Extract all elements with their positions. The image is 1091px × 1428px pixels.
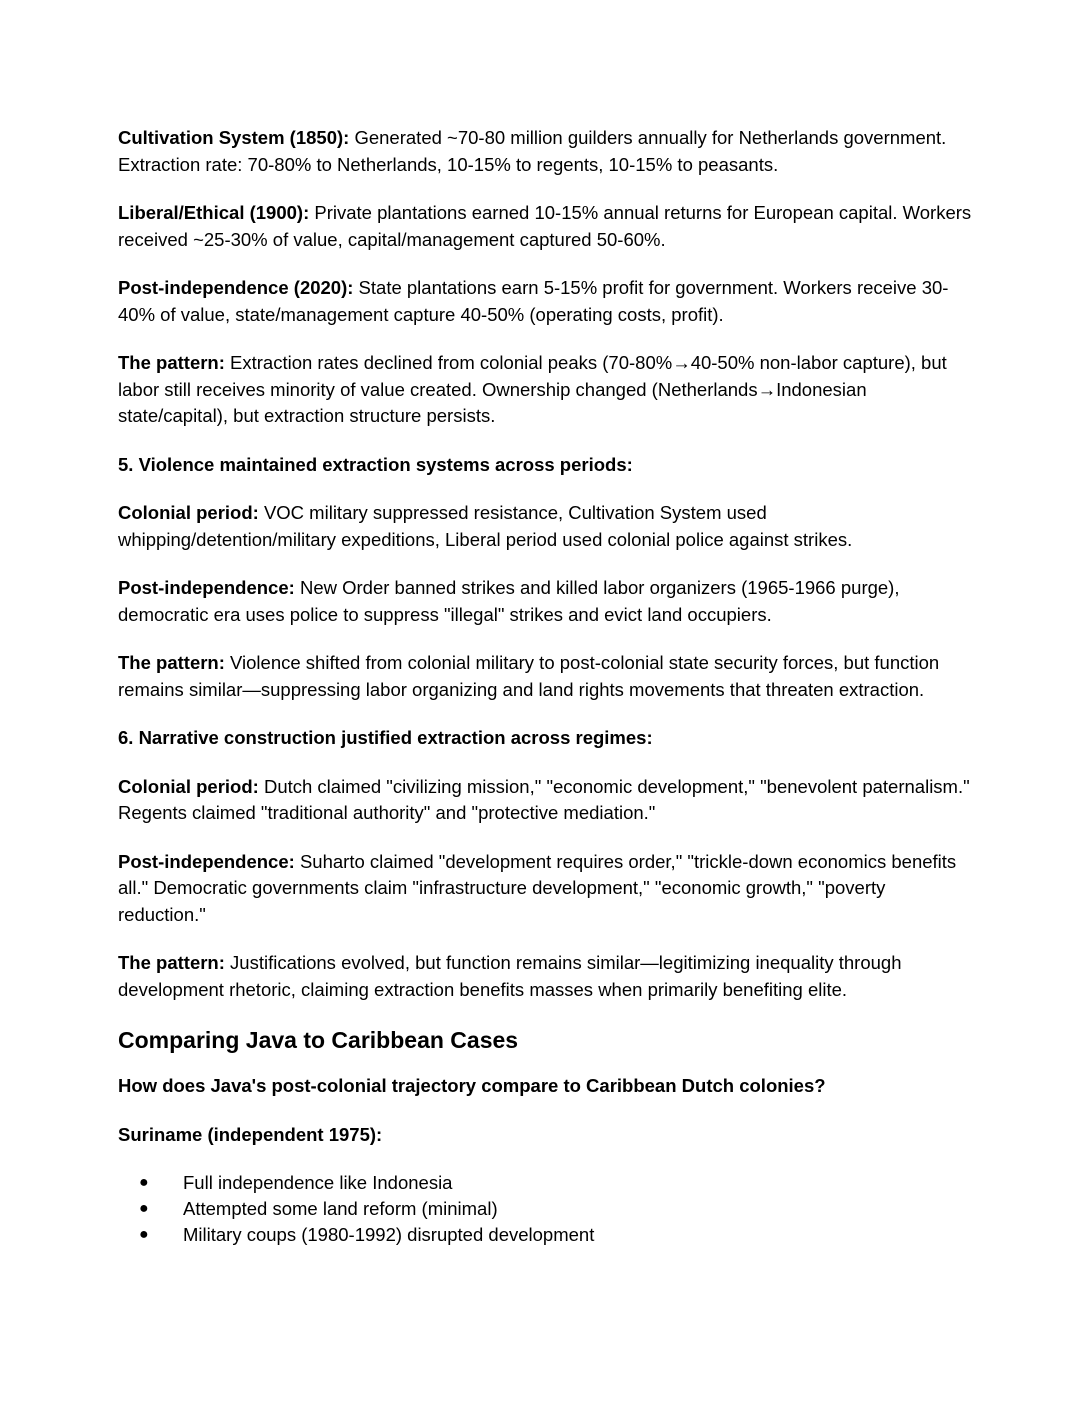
paragraph-narrative-pattern xyxy=(118,950,978,1003)
paragraph-cultivation-system xyxy=(118,125,978,178)
suriname-heading: Suriname (independent 1975): xyxy=(118,1123,383,1145)
paragraph-violence-post-independence xyxy=(118,575,978,628)
section-heading-violence: 5. Violence maintained extraction systems across periods: xyxy=(118,453,633,475)
paragraph-text: Private plantations earned 10-15% annual returns for European capital. Workers received ~25-30% of value, capital/management captured 50-60%. xyxy=(118,202,972,250)
paragraph-narrative-post-independence xyxy=(118,849,978,929)
paragraph-liberal-ethical xyxy=(118,200,978,253)
list-item-text: Full independence like Indonesia xyxy=(183,1172,453,1193)
paragraph-label: Post-independence: xyxy=(118,850,295,872)
list-item-text: Attempted some land reform (minimal) xyxy=(183,1198,498,1219)
paragraph-text: VOC military suppressed resistance, Cultivation System used whipping/detention/military expeditions, Liberal period used colonial police against strikes. xyxy=(118,502,853,550)
bullet-icon: ● xyxy=(139,1200,149,1217)
bullet-icon: ● xyxy=(139,1174,149,1191)
bullet-icon: ● xyxy=(139,1226,149,1243)
paragraph-violence-pattern xyxy=(118,650,978,703)
section-heading-narrative: 6. Narrative construction justified extraction across regimes: xyxy=(118,727,653,748)
paragraph-text: Dutch claimed "civilizing mission," "economic development," "benevolent paternalism." Regents claimed "traditional authority" and "protective mediation." xyxy=(118,775,970,823)
paragraph-post-independence-2020 xyxy=(118,275,978,328)
paragraph-violence-colonial xyxy=(118,500,978,553)
paragraph-pattern-extraction xyxy=(118,350,978,430)
paragraph-label: Colonial period: xyxy=(118,502,259,523)
paragraph-text: Justifications evolved, but function remains similar—legitimizing inequality through development rhetoric, claiming extraction benefits masses when primarily benefiting elite. xyxy=(118,952,902,1000)
heading-comparing-java-caribbean: Comparing Java to Caribbean Cases xyxy=(118,1027,519,1053)
paragraph-label: Post-independence: xyxy=(118,577,295,598)
paragraph-text: Generated ~70-80 million guilders annually for Netherlands government. Extraction rate: 70-80% to Netherlands, 10-15% to regents, 10-15% to peasants. xyxy=(118,127,947,175)
paragraph-label: The pattern: xyxy=(118,352,225,373)
list-item-text: Military coups (1980-1992) disrupted development xyxy=(183,1224,595,1245)
paragraph-label: Cultivation System (1850): xyxy=(118,127,350,148)
paragraph-label: Colonial period: xyxy=(118,775,259,797)
paragraph-label: The pattern: xyxy=(118,952,225,973)
paragraph-text: Suharto claimed "development requires order," "trickle-down economics benefits all." Democratic governments claim "infrastructure development," "economic growth," "poverty reduction." xyxy=(118,850,957,925)
paragraph-text: Extraction rates declined from colonial peaks (70-80%→40-50% non-labor capture), but labor still receives minority of value created. Ownership changed (Netherlands→Indonesian state/capital), but extraction structure persists. xyxy=(118,352,947,426)
paragraph-label: Post-independence (2020): xyxy=(118,277,354,298)
paragraph-text: State plantations earn 5-15% profit for government. Workers receive 30-40% of value, state/management capture 40-50% (operating costs, profit). xyxy=(118,277,949,325)
paragraph-narrative-colonial xyxy=(118,774,978,827)
question-heading: How does Java's post-colonial trajectory compare to Caribbean Dutch colonies? xyxy=(118,1075,826,1096)
paragraph-text: Violence shifted from colonial military to post-colonial state security forces, but function remains similar—suppressing labor organizing and land rights movements that threaten extraction. xyxy=(118,652,940,700)
list-item xyxy=(118,1222,978,1248)
list-item xyxy=(118,1170,978,1196)
suriname-bullet-list xyxy=(118,1170,978,1248)
document-page xyxy=(118,125,978,1248)
paragraph-text: New Order banned strikes and killed labor organizers (1965-1966 purge), democratic era uses police to suppress "illegal" strikes and evict land occupiers. xyxy=(118,577,900,625)
paragraph-label: The pattern: xyxy=(118,652,225,673)
paragraph-label: Liberal/Ethical (1900): xyxy=(118,202,310,223)
list-item xyxy=(118,1196,978,1222)
